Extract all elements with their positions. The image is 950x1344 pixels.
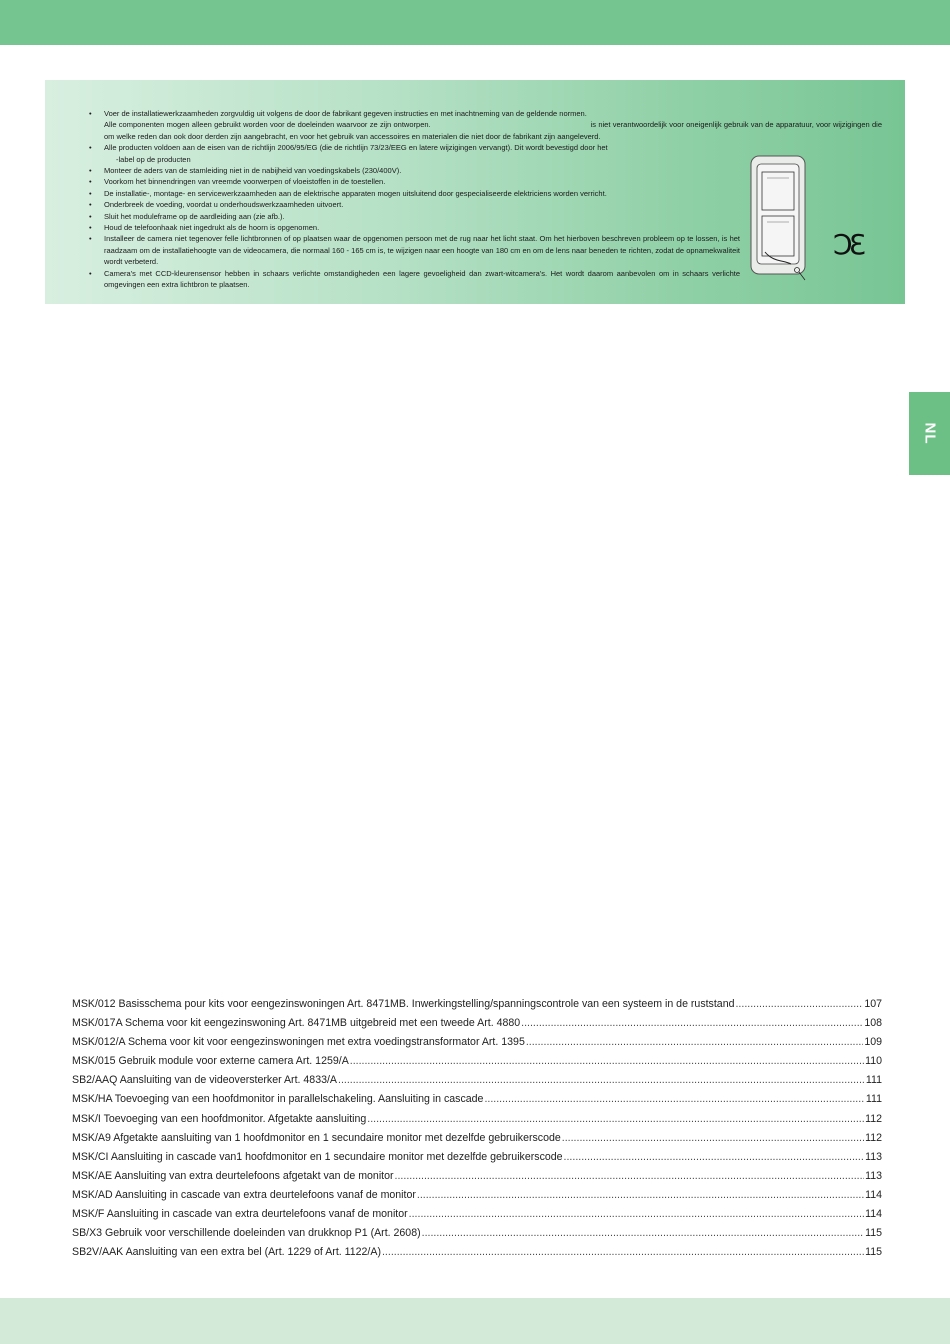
- toc-entry[interactable]: SB2V/AAK Aansluiting van een extra bel (Art. 1229 of Art. 1122/A) ..... 115: [72, 1246, 882, 1265]
- toc-entry[interactable]: MSK/F Aansluiting in cascade van extra deurtelefoons vanaf de monitor ..... 114: [72, 1208, 882, 1227]
- language-tab[interactable]: [909, 392, 950, 475]
- toc-entry[interactable]: MSK/AE Aansluiting van extra deurtelefoons afgetakt van de monitor ..... 113: [72, 1170, 882, 1189]
- toc-entry[interactable]: MSK/A9 Afgetakte aansluiting van 1 hoofdmonitor en 1 secundaire monitor met dezelfde gebruikerscode ..... 112: [72, 1132, 882, 1151]
- toc-entry[interactable]: MSK/AD Aansluiting in cascade van extra deurtelefoons vanaf de monitor ..... 114: [72, 1189, 882, 1208]
- warning-item: • Installeer de camera niet tegenover felle lichtbronnen of op plaatsen waar de opgenomen persoon met de rug naar het licht staat. Om het hierboven beschreven probleem op te lossen, is het raadzaam om de installatiehoogte van de videocamera, die normaal 160 - 165 cm is, te wijzigen naar een hoogte van 180 cm en om de lens naar beneden te richten, zodat de opnamekwaliteit wordt verbeterd.: [89, 233, 740, 267]
- header-band: [0, 0, 950, 45]
- footer-band: [0, 1298, 950, 1344]
- toc-entry[interactable]: MSK/012 Basisschema pour kits voor eengezinswoningen Art. 8471MB. Inwerkingstelling/spanningscontrole van een systeem in de ruststand ..... 107: [72, 998, 882, 1017]
- warning-item: • Voer de installatiewerkzaamheden zorgvuldig uit volgens de door de fabrikant gegeven instructies en met inachtneming van de geldende normen. Alle componenten mogen alleen gebruikt worden voor de doeleinden waarvoor ze zijn ontworpen. is niet verantwoordelijk voor oneigenlijk gebruik van de apparatuur, voor wijzigingen die om welke reden dan ook door derden zijn aangebracht, en voor het gebruik van accessoires en materialen die niet door de fabrikant zijn aangeleverd.: [89, 108, 882, 142]
- toc-entry[interactable]: MSK/I Toevoeging van een hoofdmonitor. Afgetakte aansluiting ..... 112: [72, 1113, 882, 1132]
- language-tab-label: NL: [921, 422, 938, 445]
- toc-entry[interactable]: MSK/CI Aansluiting in cascade van1 hoofdmonitor en 1 secundaire monitor met dezelfde gebruikerscode ..... 113: [72, 1151, 882, 1170]
- toc-entry[interactable]: MSK/012/A Schema voor kit voor eengezinswoningen met extra voedingstransformator Art. 1395 ..... 109: [72, 1036, 882, 1055]
- safety-warnings-box: [45, 80, 905, 304]
- toc-entry[interactable]: SB2/AAQ Aansluiting van de videoversterker Art. 4833/A ..... 111: [72, 1074, 882, 1093]
- warning-item: • Onderbreek de voeding, voordat u onderhoudswerkzaamheden uitvoert.: [89, 199, 740, 210]
- warning-item: • Houd de telefoonhaak niet ingedrukt als de hoorn is opgenomen.: [89, 222, 740, 233]
- toc-entry[interactable]: MSK/HA Toevoeging van een hoofdmonitor in parallelschakeling. Aansluiting in cascade ..... 111: [72, 1093, 882, 1112]
- warning-item: • Monteer de aders van de stamleiding niet in de nabijheid van voedingskabels (230/400V).: [89, 165, 740, 176]
- warning-item: • Camera's met CCD-kleurensensor hebben in schaars verlichte omstandigheden een lagere gevoeligheid dan zwart-witcamera's. Het wordt daarom aanbevolen om in schaars verlichte omgevingen een extra lichtbron te plaatsen.: [89, 268, 740, 291]
- toc-entry[interactable]: MSK/015 Gebruik module voor externe camera Art. 1259/A ..... 110: [72, 1055, 882, 1074]
- ce-mark-icon: ƆƐ: [833, 228, 862, 261]
- toc-entry[interactable]: MSK/017A Schema voor kit eengezinswoning Art. 8471MB uitgebreid met een tweede Art. 4880 ..... 108: [72, 1017, 882, 1036]
- warning-item: • Sluit het moduleframe op de aardleiding aan (zie afb.).: [89, 211, 740, 222]
- warning-item: • Voorkom het binnendringen van vreemde voorwerpen of vloeistoffen in de toestellen.: [89, 176, 740, 187]
- warning-item: • De installatie-, montage- en servicewerkzaamheden aan de elektrische apparaten mogen uitsluitend door gespecialiseerde elektriciens worden verricht.: [89, 188, 740, 199]
- table-of-contents: [72, 998, 882, 1265]
- module-frame-illustration: [745, 152, 815, 292]
- toc-entry[interactable]: SB/X3 Gebruik voor verschillende doeleinden van drukknop P1 (Art. 2608) ..... 115: [72, 1227, 882, 1246]
- warning-item: • Alle producten voldoen aan de eisen van de richtlijn 2006/95/EG (die de richtlijn 73/23/EEG en latere wijzigingen vervangt). Dit wordt bevestigd door het -label op de producten: [89, 142, 740, 165]
